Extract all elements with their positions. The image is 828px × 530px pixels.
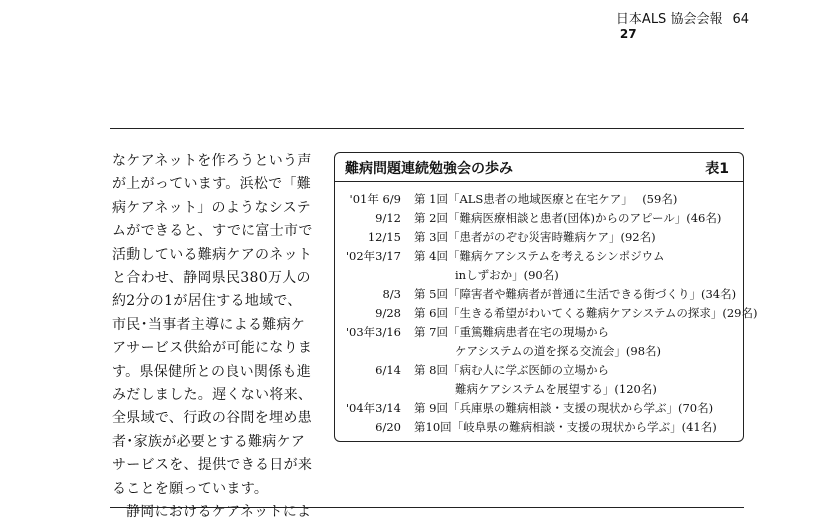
body-line: サービスを、提供できる日が来 xyxy=(112,457,313,474)
table-tag: 表1 xyxy=(705,161,729,177)
session-date: 6/14 xyxy=(375,363,401,377)
session-row xyxy=(335,418,743,437)
session-row xyxy=(335,323,743,342)
body-line: 約2分の1が居住する地域で、 xyxy=(112,293,302,310)
session-text: 第10回「岐阜県の難病相談・支援の現状から学ぶ」(41名) xyxy=(414,420,717,434)
study-sessions-table-box xyxy=(334,152,758,442)
page-number: 27 xyxy=(619,27,637,41)
session-date: 12/15 xyxy=(367,230,401,244)
body-line: 活動している難病ケアのネット xyxy=(112,246,313,263)
session-row-continued xyxy=(335,342,743,361)
session-row xyxy=(335,190,743,209)
session-row xyxy=(335,361,743,380)
session-row-continued xyxy=(335,380,743,399)
session-text: 難病ケアシステムを展望する」(120名) xyxy=(455,382,657,396)
body-line: 市民･当事者主導による難病ケ xyxy=(112,316,306,333)
session-row xyxy=(335,228,743,247)
table-title: 難病問題連続勉強会の歩み xyxy=(345,161,513,177)
session-text: inしずおか」(90名) xyxy=(455,268,559,282)
session-text: 第 9回「兵庫県の難病相談・支援の現状から学ぶ」(70名) xyxy=(414,401,714,415)
body-line: 病ケアネット」のようなシステ xyxy=(112,199,311,216)
session-date: '04年3/14 xyxy=(345,401,401,415)
session-date: '03年3/16 xyxy=(345,325,401,339)
session-text: 第 4回「難病ケアシステムを考えるシンポジウム xyxy=(414,249,665,263)
body-line: ムができると、すでに富士市で xyxy=(112,223,313,240)
session-text: 第 2回「難病医療相談と患者(団体)からのアピール」(46名) xyxy=(414,211,722,225)
session-text: 第 3回「患者がのぞむ災害時難病ケア」(92名) xyxy=(414,230,656,244)
body-line: なケアネットを作ろうという声 xyxy=(112,153,312,169)
session-text: 第 6回「生きる希望がわいてくる難病ケアシステムの探求」(29名) xyxy=(414,306,758,320)
session-date: 9/28 xyxy=(375,306,401,320)
session-date: 6/20 xyxy=(375,420,401,434)
session-date: 8/3 xyxy=(382,287,401,301)
body-line: 全県域で、行政の谷間を埋め患 xyxy=(112,410,312,427)
session-text: ケアシステムの道を探る交流会」(98名) xyxy=(455,344,661,358)
table-header xyxy=(345,158,729,178)
session-row xyxy=(335,285,743,304)
session-text: 第 1回「ALS患者の地域医療と在宅ケア」 (59名) xyxy=(414,192,678,206)
session-list xyxy=(335,190,758,437)
session-text: 第 8回「病む人に学ぶ医師の立場から xyxy=(414,363,609,377)
body-text-column xyxy=(112,150,313,525)
session-text: 第 5回「障害者や難病者が普通に生活できる街づくり」(34名) xyxy=(414,287,737,301)
session-text: 第 7回「重篤難病患者在宅の現場から xyxy=(414,325,609,339)
publication-name: 日本ALS 協会会報 xyxy=(615,12,723,27)
body-line: 静岡におけるケアネットによ xyxy=(126,504,312,521)
session-row xyxy=(335,304,758,323)
body-line: アサービス供給が可能になりま xyxy=(112,340,313,357)
bottom-rule xyxy=(110,507,744,508)
session-date: '02年3/17 xyxy=(345,249,401,263)
body-line: が上がっています。浜松で「難 xyxy=(112,176,312,193)
top-rule xyxy=(110,128,744,129)
issue-number: 64 xyxy=(732,12,749,27)
session-row xyxy=(335,209,743,228)
page-header xyxy=(616,12,749,42)
body-line: と合わせ、静岡県民380万人の xyxy=(112,270,311,287)
session-date: 9/12 xyxy=(375,211,401,225)
session-row xyxy=(335,247,743,266)
body-line: ることを願っています。 xyxy=(112,480,269,497)
body-line: す。県保健所との良い関係も進 xyxy=(112,363,312,380)
body-line: みだしました。遅くない将来、 xyxy=(112,387,313,404)
session-row xyxy=(335,399,743,418)
session-row-continued xyxy=(335,266,743,285)
body-line: 者･家族が必要とする難病ケア xyxy=(112,433,306,450)
table-header-rule xyxy=(335,181,743,182)
session-date: '01年 6/9 xyxy=(349,192,401,206)
